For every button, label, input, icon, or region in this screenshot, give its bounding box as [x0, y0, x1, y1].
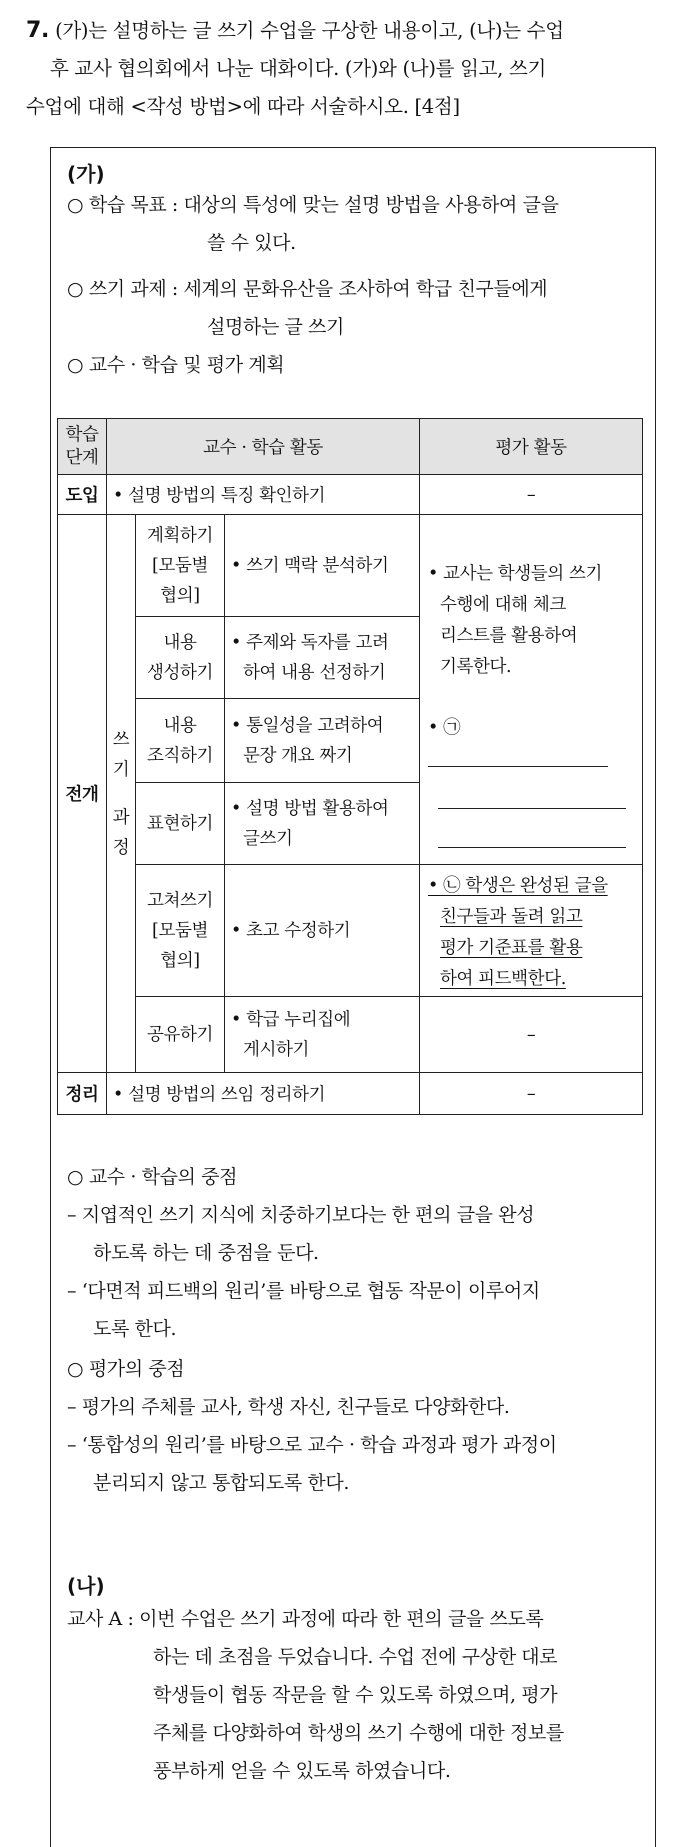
plan-title: ○ 교수 · 학습 및 평가 계획	[67, 354, 285, 376]
activity-expressing: • 설명 방법 활용하여 글쓰기	[225, 783, 420, 865]
activity-generating: • 주제와 독자를 고려 하여 내용 선정하기	[225, 617, 420, 699]
header-activity: 교수 · 학습 활동	[107, 419, 420, 475]
stage-closing: 정리	[58, 1073, 107, 1115]
material-box	[50, 147, 656, 1847]
stage-main: 전개	[58, 515, 107, 1073]
eval-peer-feedback: • ㉡ 학생은 완성된 글을 친구들과 돌려 읽고 평가 기준표를 활용 하여 피드백한다.	[420, 865, 643, 997]
section-label-na: (나)	[67, 1574, 105, 1598]
question-line-3: 수업에 대해 <작성 방법>에 따라 서술하시오. [4점]	[26, 95, 460, 118]
closing-eval: –	[420, 1073, 643, 1115]
eval-blank-a: • ㉠	[428, 713, 642, 778]
header-stage: 학습 단계	[58, 419, 107, 475]
step-expressing: 표현하기	[136, 783, 225, 865]
sharing-eval: –	[420, 997, 643, 1073]
activity-planning: • 쓰기 맥락 분석하기	[225, 515, 420, 617]
writing-task: ○ 쓰기 과제 : 세계의 문화유산을 조사하여 학급 친구들에게 설명하는 글 쓰기	[67, 278, 548, 338]
evaluation-focus: ○ 평가의 중점 – 평가의 주체를 교사, 학생 자신, 친구들로 다양화한다. – ‘통합성의 원리’를 바탕으로 교수 · 학습 과정과 평가 과정이 분리되지 않고 통합되도록 한다.	[67, 1350, 647, 1502]
writing-process-label: 쓰 기 과 정	[107, 515, 136, 1073]
activity-organizing: • 통일성을 고려하여 문장 개요 짜기	[225, 699, 420, 783]
teacher-a-dialogue: 교사 A : 이번 수업은 쓰기 과정에 따라 한 편의 글을 쓰도록 하는 데 초점을 두었습니다. 수업 전에 구상한 대로 학생들이 협동 작문을 할 수 있도록 하였으며, 평가 주체를 다양화하여 학생의 쓰기 수행에 대한 정보를 풍부하게 얻을 수 있도록 하였습니다.	[67, 1608, 564, 1782]
header-evaluation: 평가 활동	[420, 419, 643, 475]
activity-sharing: • 학급 누리집에 게시하기	[225, 997, 420, 1073]
eval-teacher-checklist: • 교사는 학생들의 쓰기 수행에 대해 체크 리스트를 활용하여 기록한다. • ㉠	[420, 515, 643, 865]
closing-activity: • 설명 방법의 쓰임 정리하기	[107, 1073, 420, 1115]
intro-eval: –	[420, 475, 643, 515]
stage-intro: 도입	[58, 475, 107, 515]
speaker-label: 교사 A :	[67, 1608, 134, 1630]
intro-activity: • 설명 방법의 특징 확인하기	[107, 475, 420, 515]
activity-revising: • 초고 수정하기	[225, 865, 420, 997]
teaching-plan-table	[57, 418, 643, 1115]
evaluation-focus-title: ○ 평가의 중점	[67, 1358, 185, 1380]
step-sharing: 공유하기	[136, 997, 225, 1073]
learning-goal: ○ 학습 목표 : 대상의 특성에 맞는 설명 방법을 사용하여 글을 쓸 수 있다.	[67, 194, 559, 254]
step-planning: 계획하기 [모둠별 협의]	[136, 515, 225, 617]
question-line-1: (가)는 설명하는 글 쓰기 수업을 구상한 내용이고, (나)는 수업	[55, 19, 564, 42]
question-number: 7.	[26, 18, 50, 43]
section-label-ga: (가)	[67, 162, 105, 186]
question-prompt	[26, 12, 662, 126]
step-organizing: 내용 조직하기	[136, 699, 225, 783]
teaching-focus-title: ○ 교수 · 학습의 중점	[67, 1166, 238, 1188]
question-line-2: 후 교사 협의회에서 나눈 대화이다. (가)와 (나)를 읽고, 쓰기	[50, 57, 547, 80]
step-generating: 내용 생성하기	[136, 617, 225, 699]
teaching-focus: ○ 교수 · 학습의 중점 – 지엽적인 쓰기 지식에 치중하기보다는 한 편의 글을 완성 하도록 하는 데 중점을 둔다. – ‘다면적 피드백의 원리’를 바탕으로 협동 작문이 이루어지 도록 한다.	[67, 1158, 647, 1348]
step-revising: 고쳐쓰기 [모둠별 협의]	[136, 865, 225, 997]
